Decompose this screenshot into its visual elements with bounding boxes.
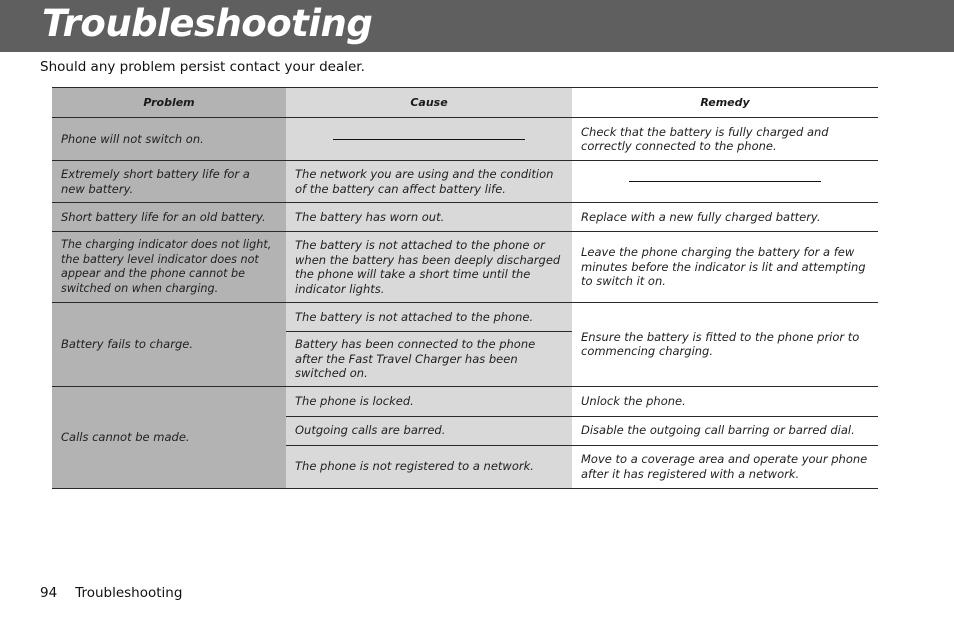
table-row: [52, 161, 878, 203]
remedy-cell: Leave the phone charging the battery for a few minutes before the indicator is lit and attempting to switch it on.: [572, 232, 878, 303]
problem-cell: Extremely short battery life for a new battery.: [52, 161, 286, 203]
table-row: [52, 232, 878, 303]
table-row: [52, 118, 878, 161]
troubleshooting-table: [52, 87, 878, 489]
table-header-row: [52, 88, 878, 118]
cause-cell: The battery has worn out.: [286, 203, 572, 232]
problem-cell: The charging indicator does not light, the battery level indicator does not appear and the phone cannot be switched on when charging.: [52, 232, 286, 303]
header-problem: Problem: [52, 88, 286, 118]
intro-text: Should any problem persist contact your dealer.: [40, 59, 365, 75]
remedy-cell: Ensure the battery is fitted to the phone prior to commencing charging.: [572, 303, 878, 387]
cause-cell-empty: [286, 118, 572, 161]
cause-cell: Battery has been connected to the phone after the Fast Travel Charger has been switched on.: [286, 332, 572, 387]
remedy-cell: Unlock the phone.: [572, 386, 878, 416]
cause-cell: The phone is locked.: [286, 386, 572, 416]
cause-cell: Outgoing calls are barred.: [286, 416, 572, 445]
table-row: [52, 386, 878, 416]
page-number: 94: [40, 585, 58, 601]
title-banner: [0, 0, 954, 52]
blank-line: [333, 139, 525, 140]
problem-cell: Phone will not switch on.: [52, 118, 286, 161]
cause-cell: The network you are using and the condition of the battery can affect battery life.: [286, 161, 572, 203]
table-row: [52, 203, 878, 232]
remedy-cell: Replace with a new fully charged battery.: [572, 203, 878, 232]
cause-cell: The phone is not registered to a network.: [286, 445, 572, 488]
page-title: Troubleshooting: [42, 2, 373, 45]
blank-line: [629, 181, 821, 182]
remedy-cell: Check that the battery is fully charged and correctly connected to the phone.: [572, 118, 878, 161]
page-footer: [40, 585, 182, 601]
remedy-cell: Move to a coverage area and operate your phone after it has registered with a network.: [572, 445, 878, 488]
remedy-cell: Disable the outgoing call barring or barred dial.: [572, 416, 878, 445]
cause-cell: The battery is not attached to the phone or when the battery has been deeply discharged the phone will take a short time until the indicator lights.: [286, 232, 572, 303]
problem-cell: Short battery life for an old battery.: [52, 203, 286, 232]
header-remedy: Remedy: [572, 88, 878, 118]
problem-cell: Calls cannot be made.: [52, 386, 286, 488]
header-cause: Cause: [286, 88, 572, 118]
problem-cell: Battery fails to charge.: [52, 303, 286, 387]
table-row: [52, 303, 878, 332]
cause-cell: The battery is not attached to the phone.: [286, 303, 572, 332]
footer-section-title: Troubleshooting: [75, 585, 183, 601]
remedy-cell-empty: [572, 161, 878, 203]
